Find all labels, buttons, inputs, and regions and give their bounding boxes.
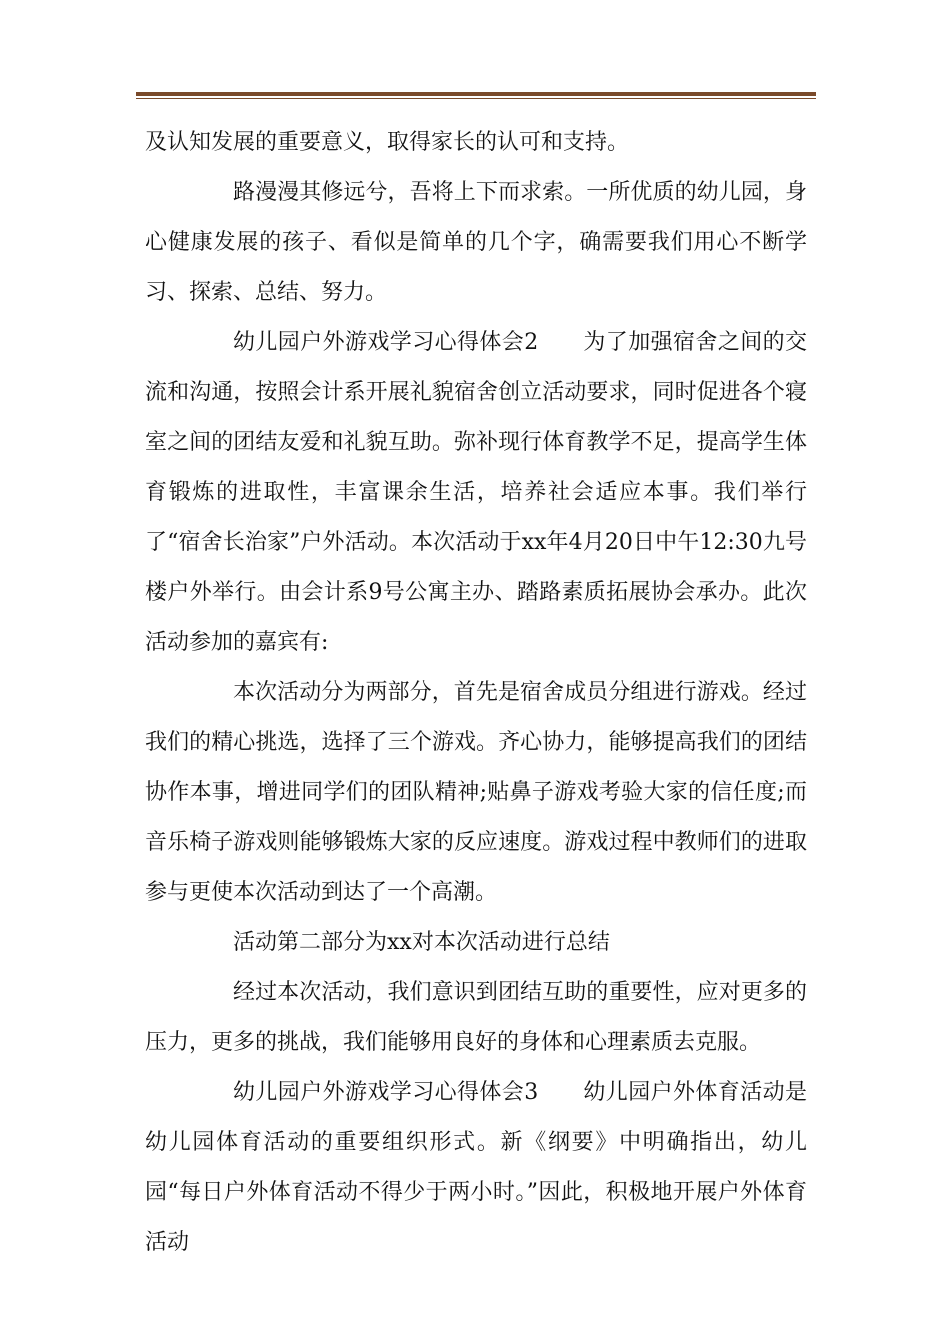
paragraph-essay-3-intro: 幼儿园户外游戏学习心得体会3 幼儿园户外体育活动是幼儿园体育活动的重要组织形式。新《纲要》中明确指出，幼儿园“每日户外体育活动不得少于两小时。”因此，积极地开展户外体育活动 xyxy=(145,1080,807,1255)
document-body xyxy=(145,118,807,1268)
paragraph-continuation: 及认知发展的重要意义，取得家长的认可和支持。 xyxy=(145,130,630,155)
paragraph-activity-parts: 本次活动分为两部分，首先是宿舍成员分组进行游戏。经过我们的精心挑选，选择了三个游戏。齐心协力，能够提高我们的团结协作本事，增进同学们的团队精神;贴鼻子游戏考验大家的信任度;而音乐椅子游戏则能够锻炼大家的反应速度。游戏过程中教师们的进取参与更使本次活动到达了一个高潮。 xyxy=(145,680,807,905)
header-rule-thin xyxy=(136,98,816,99)
paragraph-summary-part: 活动第二部分为xx对本次活动进行总结 xyxy=(233,930,610,955)
paragraph-reflection: 经过本次活动，我们意识到团结互助的重要性，应对更多的压力，更多的挑战，我们能够用良好的身体和心理素质去克服。 xyxy=(145,980,807,1055)
header-rule xyxy=(136,92,816,96)
paragraph-journey: 路漫漫其修远兮，吾将上下而求索。一所优质的幼儿园，身心健康发展的孩子、看似是简单的几个字，确需要我们用心不断学习、探索、总结、努力。 xyxy=(145,180,807,305)
paragraph-essay-2-intro: 幼儿园户外游戏学习心得体会2 为了加强宿舍之间的交流和沟通，按照会计系开展礼貌宿舍创立活动要求，同时促进各个寝室之间的团结友爱和礼貌互助。弥补现行体育教学不足，提高学生体育锻炼的进取性，丰富课余生活，培养社会适应本事。我们举行了“宿舍长治家”户外活动。本次活动于xx年4月20日中午12:30九号楼户外举行。由会计系9号公寓主办、踏路素质拓展协会承办。此次活动参加的嘉宾有: xyxy=(145,330,807,655)
